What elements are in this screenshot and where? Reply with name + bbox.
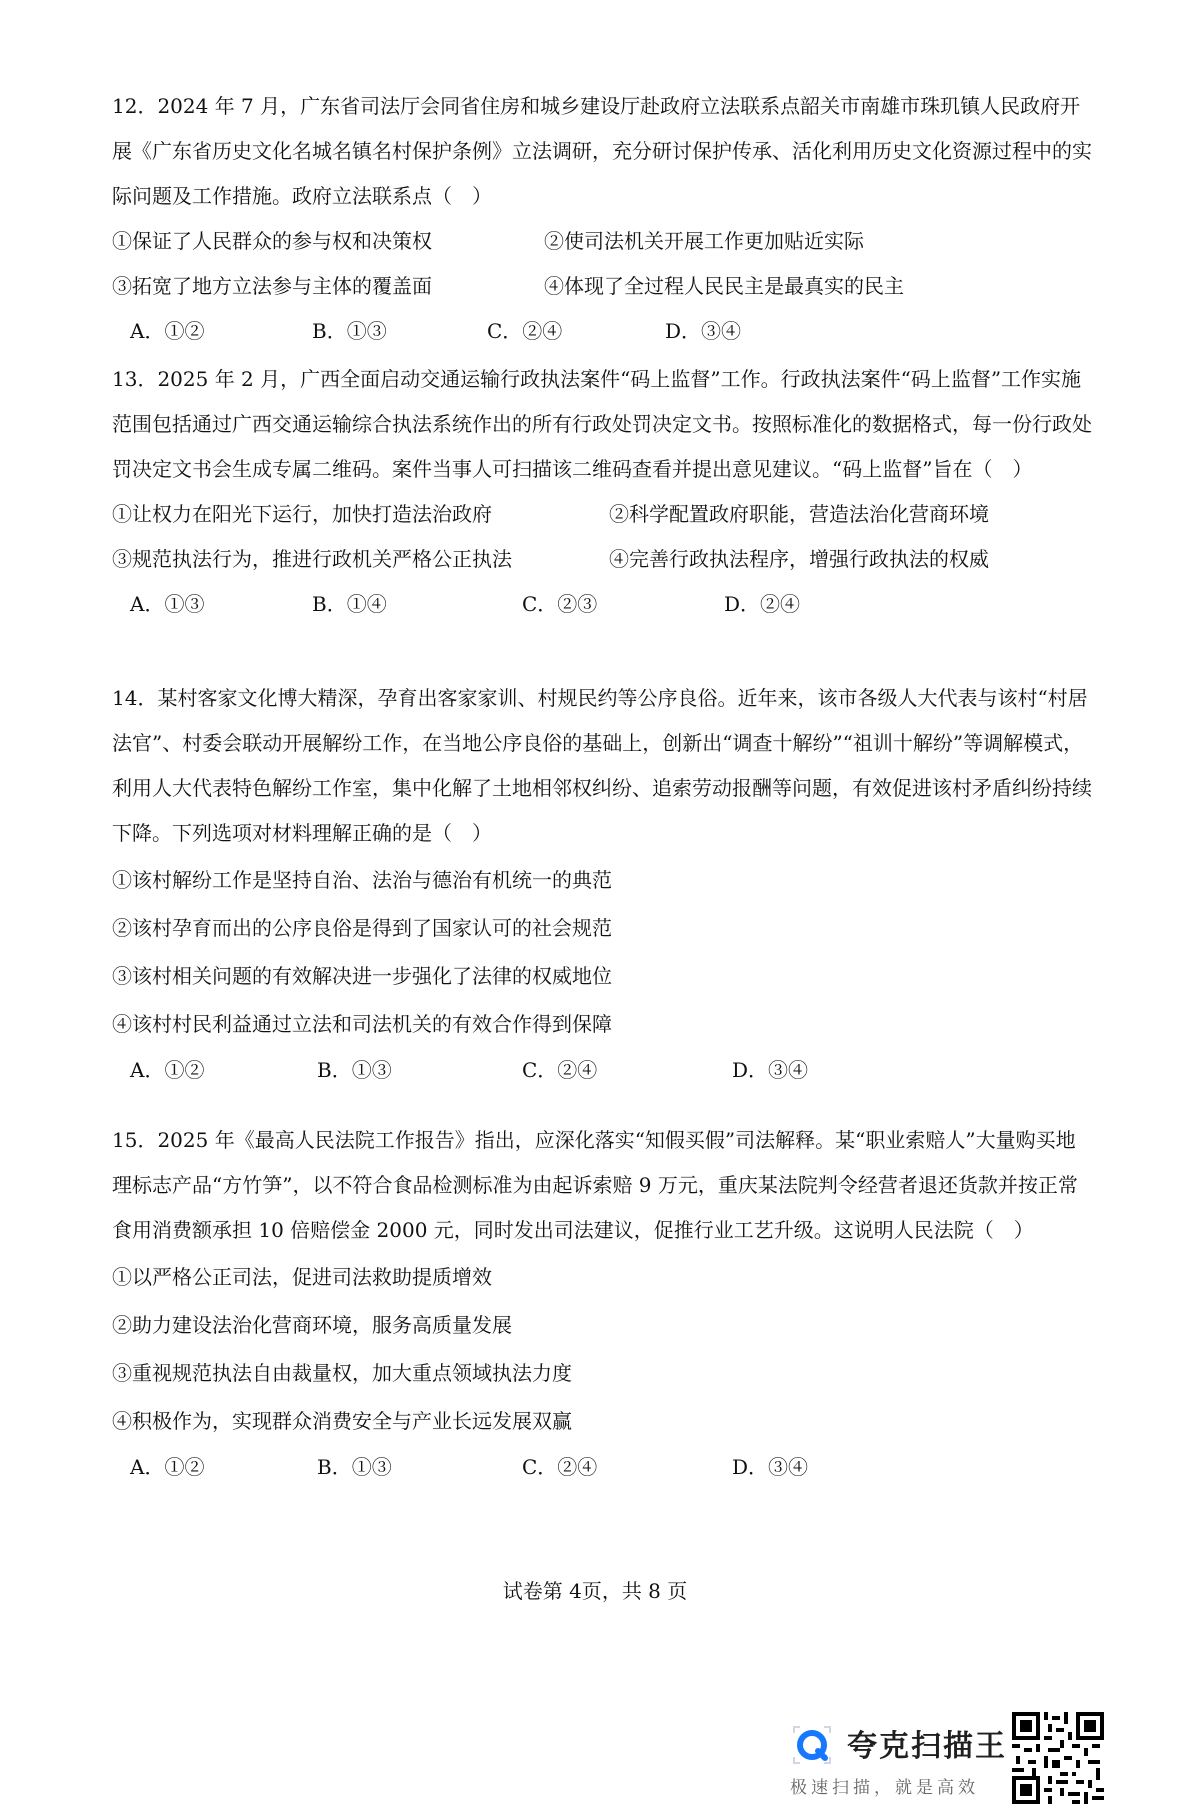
- option-item: ②该村孕育而出的公序良俗是得到了国家认可的社会规范: [112, 916, 612, 940]
- question-stem: 15．2025 年《最高人民法院工作报告》指出，应深化落实“知假买假”司法解释。某“职业索赔人”大量购买地理标志产品“方竹笋”，以不符合食品检测标准为由起诉索赔 9 万元，重庆某法院判令经营者退还货款并按正常食用消费额承担 10 倍赔偿金 2000 元，同时发出司法建议，促推行业工艺升级。这说明人民法院（ ）: [112, 1128, 1078, 1242]
- option-item: ④积极作为，实现群众消费安全与产业长远发展双赢: [112, 1409, 572, 1433]
- option-item: ③该村相关问题的有效解决进一步强化了法律的权威地位: [112, 964, 612, 988]
- scanner-tagline: 极速扫描，就是高效: [790, 1778, 979, 1798]
- answer-choices: [112, 1445, 1092, 1490]
- question-stem: 13．2025 年 2 月，广西全面启动交通运输行政执法案件“码上监督”工作。行政执法案件“码上监督”工作实施范围包括通过广西交通运输综合执法系统作出的所有行政处罚决定文书。按照标准化的数据格式，每一份行政处罚决定文书会生成专属二维码。案件当事人可扫描该二维码查看并提出意见建议。“码上监督”旨在（ ）: [112, 367, 1092, 481]
- option-row: [112, 264, 1092, 309]
- option-item: ①让权力在阳光下运行，加快打造法治政府: [112, 502, 492, 526]
- option-row: [112, 219, 1092, 264]
- option-item: ②使司法机关开展工作更加贴近实际: [544, 229, 864, 253]
- option-item: ①以严格公正司法，促进司法救助提质增效: [112, 1265, 492, 1289]
- choice-c: C．②③: [522, 592, 598, 616]
- scanner-logo-icon: [790, 1723, 834, 1767]
- page-number: 试卷第 4页，共 8 页: [502, 1579, 688, 1603]
- option-item: ④体现了全过程人民民主是最真实的民主: [544, 274, 904, 298]
- choice-c: C．②④: [522, 1455, 598, 1479]
- question-12: [112, 84, 1092, 354]
- answer-choices: [112, 1048, 1092, 1093]
- choice-a: A．①③: [130, 592, 205, 616]
- choice-a: A．①②: [130, 1058, 205, 1082]
- question-15: [112, 1118, 1092, 1490]
- answer-choices: [112, 309, 1092, 354]
- choice-b: B．①③: [317, 1058, 392, 1082]
- choice-b: B．①④: [312, 592, 387, 616]
- option-item: ③规范执法行为，推进行政机关严格公正执法: [112, 547, 512, 571]
- choice-c: C．②④: [487, 319, 563, 343]
- choice-d: D．②④: [724, 592, 801, 616]
- question-14: [112, 676, 1092, 1093]
- option-item: ③拓宽了地方立法参与主体的覆盖面: [112, 274, 432, 298]
- choice-a: A．①②: [130, 1455, 205, 1479]
- choice-d: D．③④: [665, 319, 742, 343]
- question-stem: 12．2024 年 7 月，广东省司法厅会同省住房和城乡建设厅赴政府立法联系点韶关市南雄市珠玑镇人民政府开展《广东省历史文化名城名镇名村保护条例》立法调研，充分研讨保护传承、活化利用历史文化资源过程中的实际问题及工作措施。政府立法联系点（ ）: [112, 94, 1092, 208]
- option-item: ①该村解纷工作是坚持自治、法治与德治有机统一的典范: [112, 868, 612, 892]
- option-row: [112, 492, 1092, 537]
- choice-b: B．①③: [317, 1455, 392, 1479]
- scanner-watermark: [785, 1715, 1007, 1798]
- option-item: ②科学配置政府职能，营造法治化营商环境: [609, 502, 989, 526]
- choice-b: B．①③: [312, 319, 387, 343]
- choice-d: D．③④: [732, 1058, 809, 1082]
- option-item: ④该村村民利益通过立法和司法机关的有效合作得到保障: [112, 1012, 612, 1036]
- choice-c: C．②④: [522, 1058, 598, 1082]
- choice-d: D．③④: [732, 1455, 809, 1479]
- option-item: ④完善行政执法程序，增强行政执法的权威: [609, 547, 989, 571]
- option-item: ③重视规范执法自由裁量权，加大重点领域执法力度: [112, 1361, 572, 1385]
- option-item: ②助力建设法治化营商环境，服务高质量发展: [112, 1313, 512, 1337]
- qr-code-icon: [1012, 1712, 1104, 1804]
- question-13: [112, 357, 1092, 627]
- option-item: ①保证了人民群众的参与权和决策权: [112, 229, 432, 253]
- scanner-app-name: 夸克扫描王: [847, 1729, 1007, 1764]
- question-stem: 14．某村客家文化博大精深，孕育出客家家训、村规民约等公序良俗。近年来，该市各级人大代表与该村“村居法官”、村委会联动开展解纷工作，在当地公序良俗的基础上，创新出“调查十解纷”“祖训十解纷”等调解模式，利用人大代表特色解纷工作室，集中化解了土地相邻权纠纷、追索劳动报酬等问题，有效促进该村矛盾纠纷持续下降。下列选项对材料理解正确的是（ ）: [112, 686, 1092, 845]
- option-row: [112, 537, 1092, 582]
- choice-a: A．①②: [130, 319, 205, 343]
- answer-choices: [112, 582, 1092, 627]
